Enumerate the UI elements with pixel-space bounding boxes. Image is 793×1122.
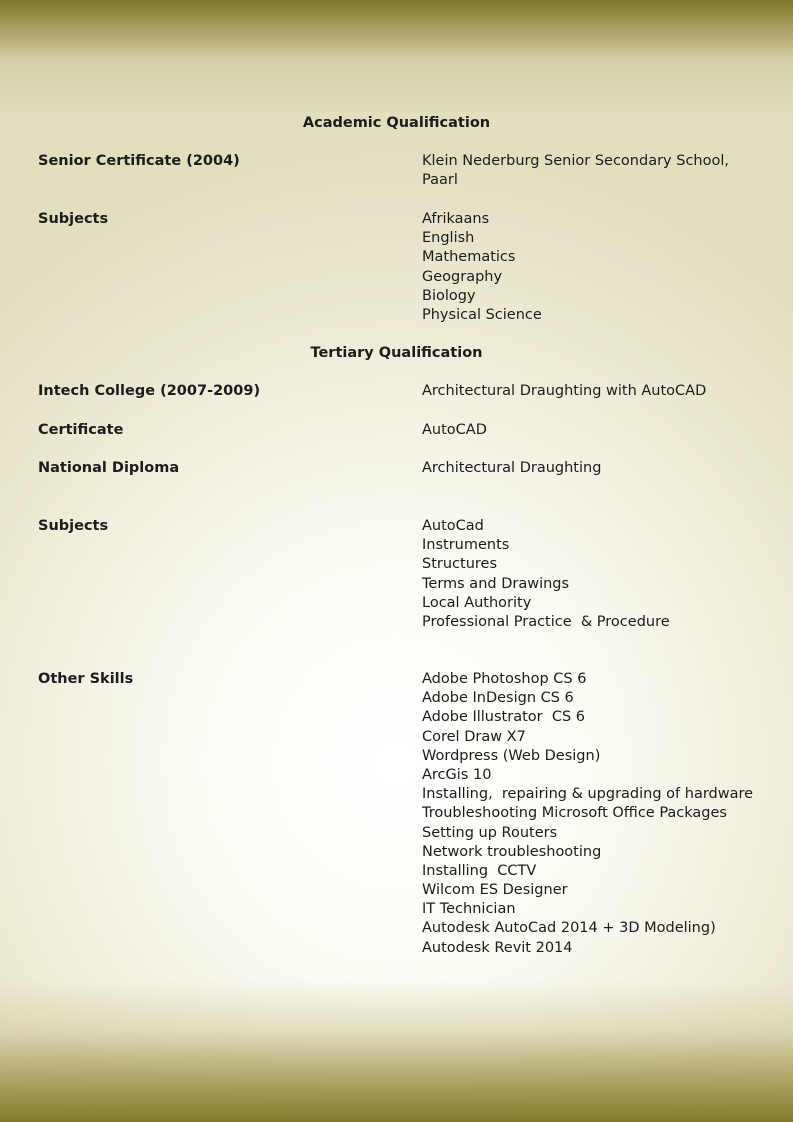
senior-certificate-label: Senior Certificate (2004) xyxy=(38,153,240,169)
list-item: Local Authority xyxy=(422,594,532,611)
other-skills-list xyxy=(422,670,753,958)
list-item: Adobe Photoshop CS 6 xyxy=(422,671,587,687)
list-item: Adobe Illustrator CS 6 xyxy=(422,709,585,726)
list-item: Professional Practice & Procedure xyxy=(422,613,670,630)
list-item: IT Technician xyxy=(422,901,516,918)
list-item: Instruments xyxy=(422,537,510,554)
academic-subjects-label: Subjects xyxy=(38,211,109,227)
list-item: ArcGis 10 xyxy=(422,766,492,783)
list-item: Afrikaans xyxy=(422,211,490,227)
tertiary-subjects-label: Subjects xyxy=(38,518,109,534)
list-item: Corel Draw X7 xyxy=(422,728,526,745)
national-diploma-label: National Diploma xyxy=(38,460,180,476)
list-item: Installing, repairing & upgrading of hardware xyxy=(422,786,754,803)
list-item: Physical Science xyxy=(422,306,542,323)
list-item: AutoCad xyxy=(422,518,484,534)
academic-qualification-heading: Academic Qualification xyxy=(302,115,491,131)
college-course: Architectural Draughting with AutoCAD xyxy=(422,383,707,399)
senior-certificate-school: Klein Nederburg Senior Secondary School, Paarl xyxy=(422,153,734,189)
college-label: Intech College (2007-2009) xyxy=(38,383,261,399)
certificate-label: Certificate xyxy=(38,422,124,438)
list-item: Geography xyxy=(422,268,503,285)
national-diploma-value: Architectural Draughting xyxy=(422,460,602,476)
tertiary-subjects-list xyxy=(422,517,670,632)
list-item: Adobe InDesign CS 6 xyxy=(422,690,574,707)
list-item: Wilcom ES Designer xyxy=(422,882,568,899)
list-item: Wordpress (Web Design) xyxy=(422,747,601,764)
other-skills-label: Other Skills xyxy=(38,671,134,687)
list-item: Terms and Drawings xyxy=(422,575,570,592)
tertiary-qualification-heading: Tertiary Qualification xyxy=(310,345,483,361)
list-item: Structures xyxy=(422,556,498,573)
list-item: Autodesk AutoCad 2014 + 3D Modeling) xyxy=(422,920,716,937)
list-item: Network troubleshooting xyxy=(422,843,602,860)
list-item: Autodesk Revit 2014 xyxy=(422,939,573,956)
list-item: English xyxy=(422,230,475,247)
list-item: Troubleshooting Microsoft Office Packages xyxy=(422,805,727,822)
academic-subjects-list xyxy=(422,210,542,325)
list-item: Biology xyxy=(422,287,476,304)
certificate-value: AutoCAD xyxy=(422,422,487,438)
list-item: Setting up Routers xyxy=(422,824,558,841)
list-item: Installing CCTV xyxy=(422,862,537,879)
list-item: Mathematics xyxy=(422,249,516,266)
